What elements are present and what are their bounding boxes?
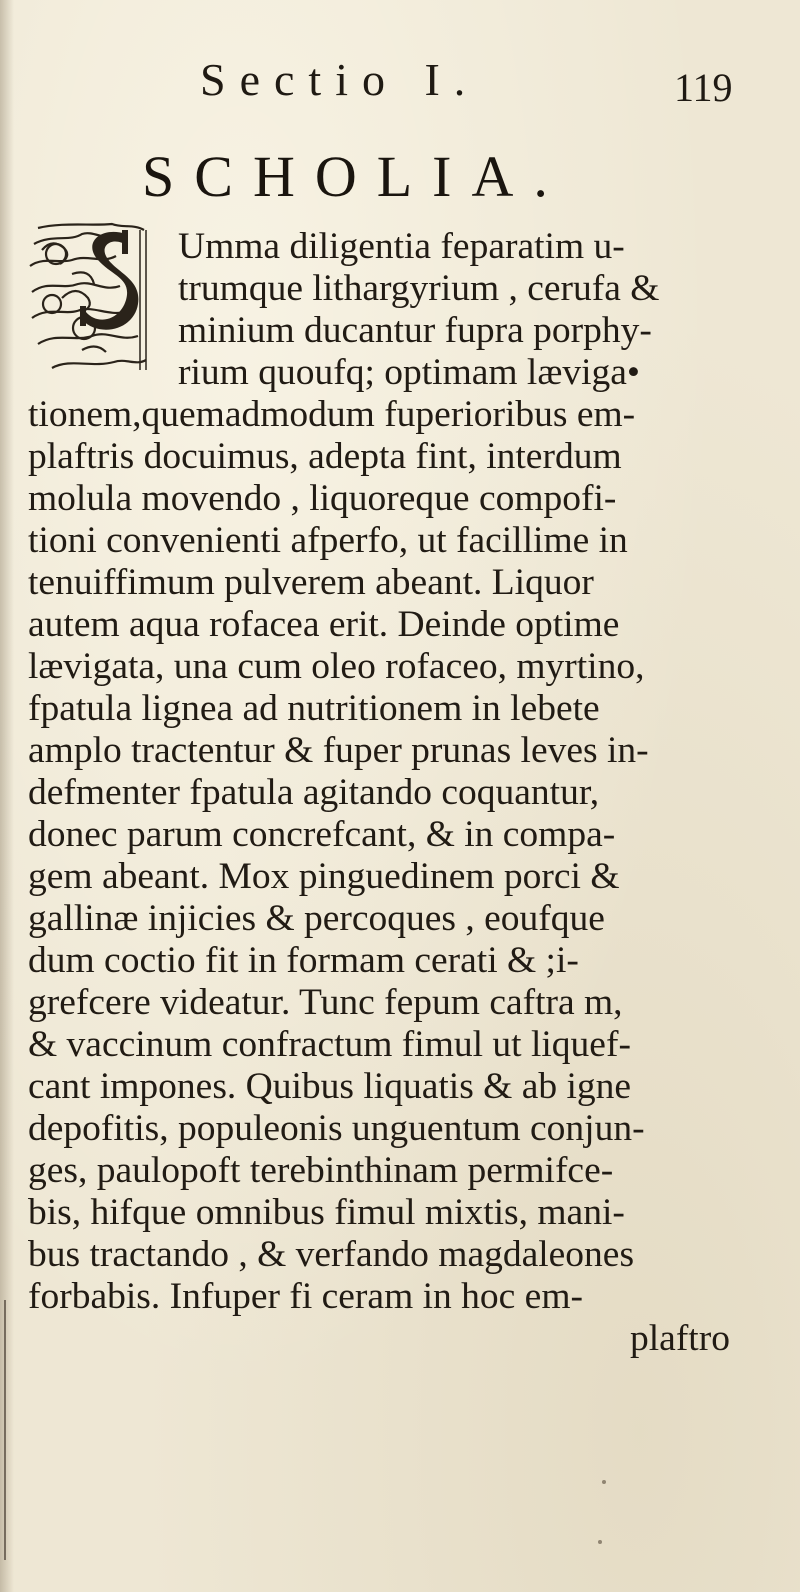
text-line: dum coctio fit in formam cerati & ;i- xyxy=(28,940,579,981)
text-line: cant impones. Quibus liquatis & ab igne xyxy=(28,1066,632,1107)
text-line: tionem,quemadmodum fuperioribus em- xyxy=(28,394,636,435)
text-line: gem abeant. Mox pinguedinem porci & xyxy=(28,856,620,897)
page-gutter-shadow xyxy=(0,0,14,1592)
section-title: SCHOLIA. xyxy=(142,144,568,209)
text-line: trumque lithargyrium , cerufa & xyxy=(178,268,660,309)
text-line: lævigata, una cum oleo rofaceo, myrtino, xyxy=(28,646,645,687)
text-line: autem aqua rofacea erit. Deinde optime xyxy=(28,604,620,645)
text-line: depofitis, populeonis unguentum conjun- xyxy=(28,1108,645,1149)
text-line: bis, hifque omnibus fimul mixtis, mani- xyxy=(28,1192,625,1233)
catchword: plaftro xyxy=(630,1318,730,1359)
paper-speck xyxy=(598,1540,602,1544)
text-line: rium quoufq; optimam læviga• xyxy=(178,352,641,393)
text-line: & vaccinum confractum fimul ut liquef- xyxy=(28,1024,631,1065)
text-line: forbabis. Infuper fi ceram in hoc em- xyxy=(28,1276,583,1317)
text-line: tioni convenienti afperfo, ut facillime in xyxy=(28,520,628,561)
dropcap-initial-ornament xyxy=(22,220,154,380)
text-line: amplo tractentur & fuper prunas leves in- xyxy=(28,730,649,771)
page-edge-mark xyxy=(4,1300,6,1560)
text-line: molula movendo , liquoreque compofi- xyxy=(28,478,617,519)
text-line: bus tractando , & verfando magdaleones xyxy=(28,1234,635,1275)
text-line: gallinæ injicies & percoques , eoufque xyxy=(28,898,605,939)
text-line: ges, paulopoft terebinthinam permifce- xyxy=(28,1150,614,1191)
text-line: plaftris docuimus, adepta fint, interdum xyxy=(28,436,622,477)
running-head: Sectio I. xyxy=(200,54,480,105)
text-line: fpatula lignea ad nutritionem in lebete xyxy=(28,688,600,729)
text-line: grefcere videatur. Tunc fepum caftra m, xyxy=(28,982,623,1023)
text-line: minium ducantur fupra porphy- xyxy=(178,310,652,351)
text-line: Umma diligentia feparatim u- xyxy=(178,226,625,267)
text-line: donec parum concrefcant, & in compa- xyxy=(28,814,616,855)
text-line: defmenter fpatula agitando coquantur, xyxy=(28,772,600,813)
page-number: 119 xyxy=(674,65,733,110)
text-line: tenuiffimum pulverem abeant. Liquor xyxy=(28,562,594,603)
paper-speck xyxy=(602,1480,606,1484)
